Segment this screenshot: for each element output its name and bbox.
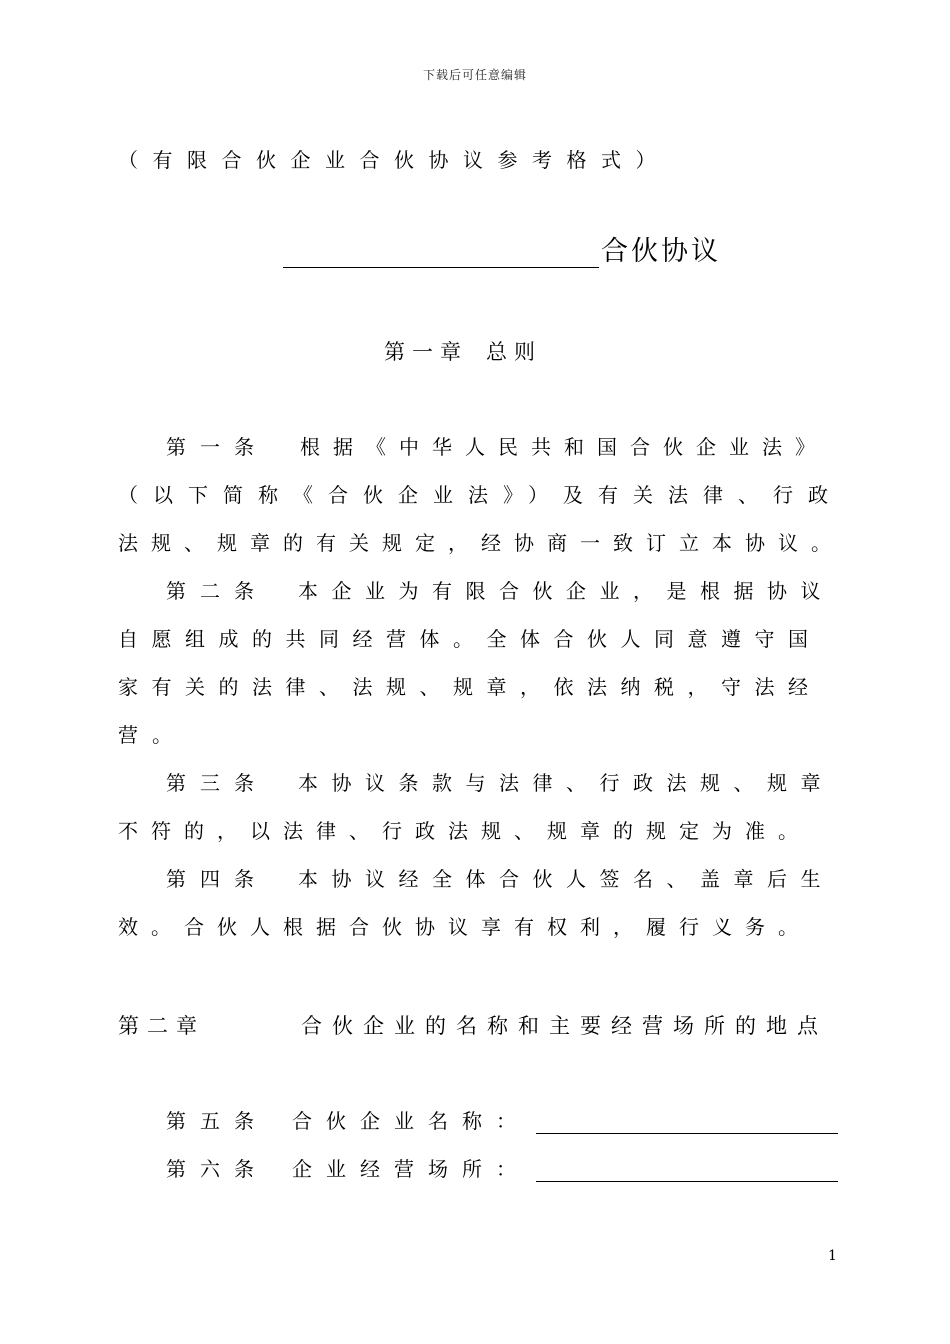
article-5-label: 第五条 [166, 1109, 268, 1133]
chapter-2-heading [118, 1010, 828, 1042]
chapter-1-number: 第一章 [384, 340, 468, 364]
article-5 [166, 1106, 838, 1136]
title-suffix: 合伙协议 [601, 236, 721, 267]
document-title [283, 232, 721, 272]
document-subtitle: （有限合伙企业合伙协议参考格式） [118, 148, 670, 172]
article-5-field-label: 合伙企业名称： [292, 1109, 530, 1133]
chapter-2-name: 合伙企业的名称和主要经营场所的地点 [301, 1014, 828, 1038]
article-3-line-2: 不符的，以法律、行政法规、规章的规定为准。 [118, 819, 811, 843]
page-number: 1 [828, 1248, 837, 1264]
article-2-line-2: 自愿组成的共同经营体。全体合伙人同意遵守国 [118, 627, 822, 651]
enterprise-name-blank[interactable] [536, 1107, 838, 1134]
title-blank-line [283, 233, 599, 268]
article-4-line-2: 效。合伙人根据合伙协议享有权利，履行义务。 [118, 915, 811, 939]
article-1-label: 第一条 [166, 435, 268, 459]
chapter-1-heading [384, 336, 542, 366]
article-2-label: 第二条 [166, 579, 268, 603]
article-3-line-1: 本协议条款与法律、行政法规、规章 [298, 771, 834, 795]
chapter-1-name: 总则 [486, 340, 542, 364]
article-6-label: 第六条 [166, 1157, 268, 1181]
article-1-line-2: （以下简称《合伙企业法》）及有关法律、行政 [118, 483, 843, 507]
article-6 [166, 1154, 838, 1184]
page-header-note: 下载后可任意编辑 [422, 68, 527, 82]
article-1-line-3: 法规、规章的有关规定，经协商一致订立本协议。 [118, 531, 844, 555]
article-6-field-label: 企业经营场所： [292, 1157, 530, 1181]
chapter-2-number: 第二章 [118, 1014, 205, 1038]
article-2-line-4: 营。 [118, 723, 186, 747]
business-location-blank[interactable] [536, 1155, 838, 1182]
article-2-line-1: 本企业为有限合伙企业，是根据协议 [298, 579, 834, 603]
article-4-line-1: 本协议经全体合伙人签名、盖章后生 [298, 867, 834, 891]
article-4-label: 第四条 [166, 867, 268, 891]
article-3-label: 第三条 [166, 771, 268, 795]
article-1-line-1: 根据《中华人民共和国合伙企业法》 [300, 435, 828, 459]
article-2-line-3: 家有关的法律、法规、规章，依法纳税，守法经 [118, 675, 822, 699]
